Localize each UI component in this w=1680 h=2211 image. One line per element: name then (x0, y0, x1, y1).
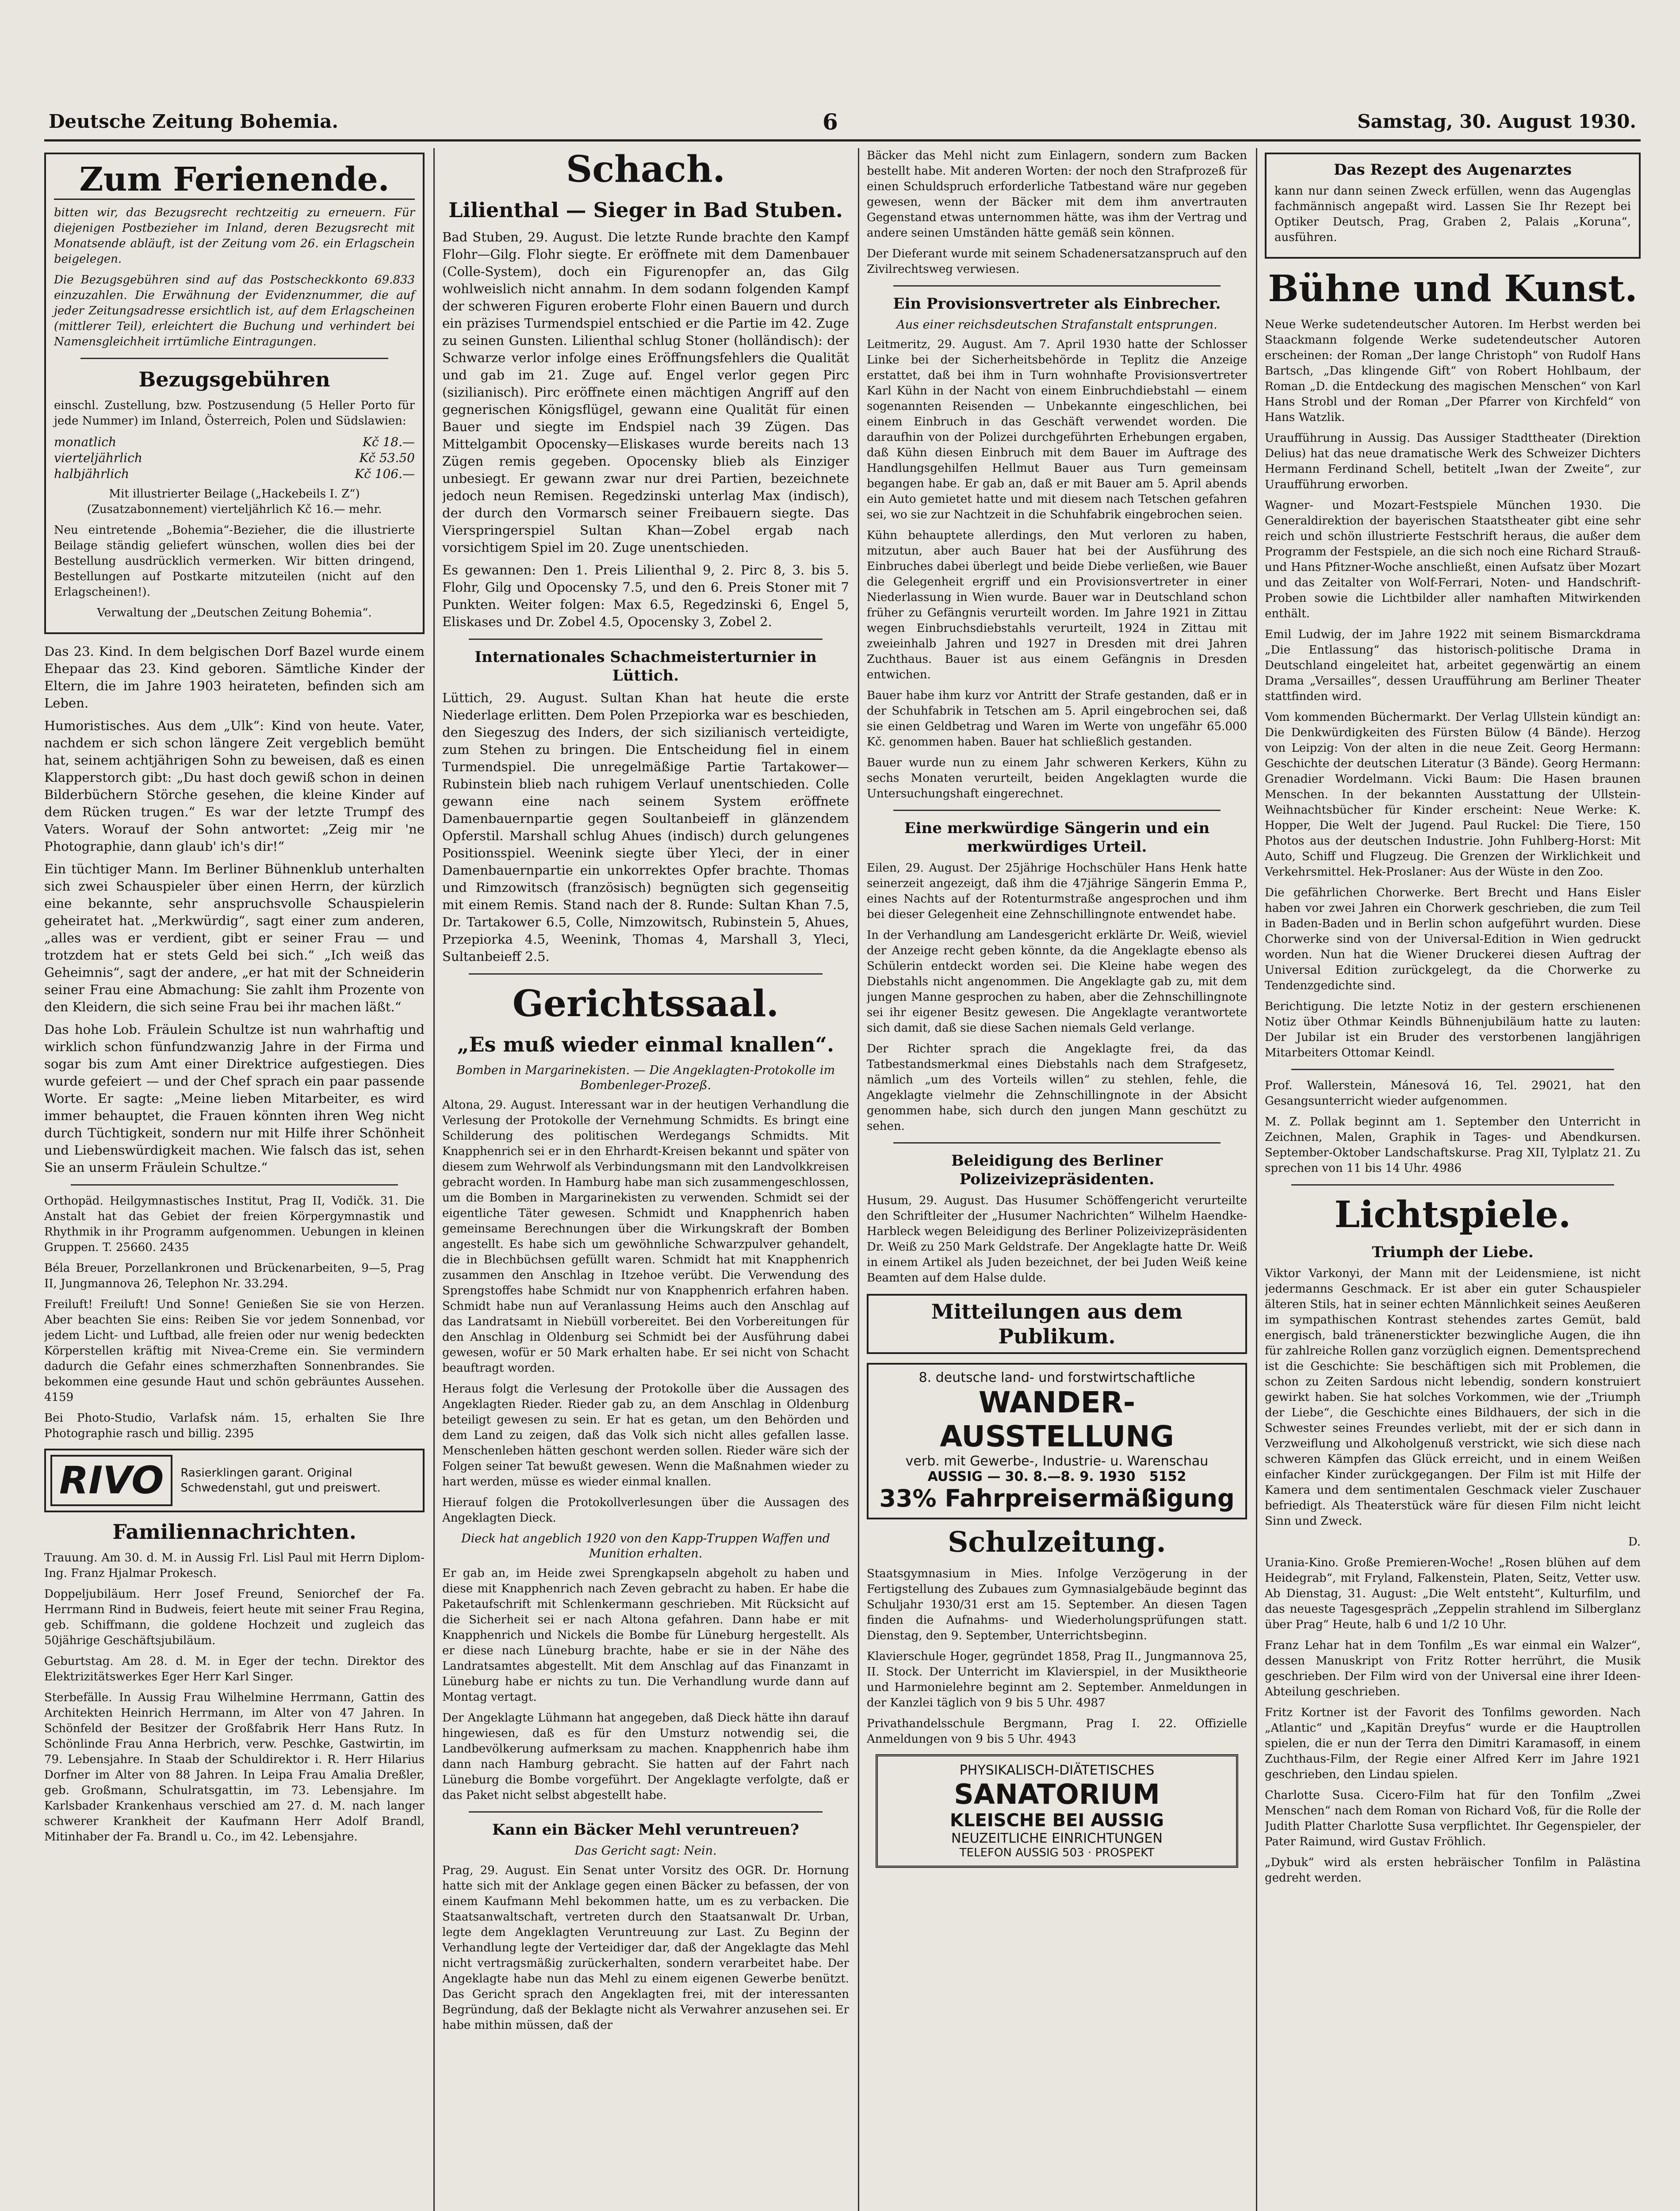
fees-note: einschl. Zustellung, bzw. Postzusendung (5 Heller Porto für jede Nummer) im Inland, Österreich, Polen und Südslawien: (54, 399, 415, 428)
column-3 (867, 148, 1247, 2211)
rivo-ad (44, 1449, 425, 1512)
news-item: Das 23. Kind. In dem belgischen Dorf Bazel wurde einem Ehepaar das 23. Kind geboren. Sämtliche Kinder der Eltern, die im Jahre 1903 heirateten, befinden sich am Leben. (44, 644, 425, 711)
sanatorium-title: SANATORIUM (954, 1778, 1160, 1810)
article-paragraph: Kühn behauptete allerdings, den Mut verloren zu haben, mitzutun, aber auch Bauer hat bei der Ausführung des Einbruches dabei überlegt und beide Diebe verließen, wie Bauer die Gelegenheit ergriff und ein Provisionsvertreter in einer Niederlassung in Wien wurde. Bauer war in Deutschland schon früher zu Gefängnis verurteilt worden. Im Jahre 1921 in Zittau wegen Einbruchsdiebstahls verurteilt, 1924 in Zittau mit zweieinhalb Jahren und 1927 in Dresden mit drei Jahren Zuchthaus. Bauer ist aus einem Gefängnis in Dresden entwichen. (867, 529, 1247, 681)
film-item: Urania-Kino. Große Premieren-Woche! „Rosen blühen auf dem Heidegrab“, mit Fryland, Falkenstein, Platen, Seitz, Vetter usw. Ab Dienstag, 31. August: „Die Welt entsteht“, Kulturfilm, und das neueste Tagesgespräch „Zeppelin strahlend im Silberglanz über Prag“ Heute, halb 6 und 1/2 10 Uhr. (1265, 1556, 1641, 1631)
culture-item: Neue Werke sudetendeutscher Autoren. Im Herbst werden bei Staackmann folgende Werke sudetendeutscher Autoren erscheinen: der Roman „Der lange Christoph“ von Rudolf Hans Bartsch, „Das klingende Gift“ von Robert Hohlbaum, der Roman „D. die Entdeckung des magischen Menschen“ von Karl Hans Strobl und der Roman „Der Pfarrer von Kirchfeld“ von Hans Watzlik. (1265, 318, 1641, 424)
column-1 (44, 148, 425, 2211)
article-headline: Lilienthal — Sieger in Bad Stuben. (448, 198, 843, 222)
article-paragraph: Bad Stuben, 29. August. Die letzte Runde brachte den Kampf Flohr—Gilg. Flohr siegte. Er eröffnete mit dem Damenbauer (Colle-System), doch ein Figurenopfer an, das Gilg wohlweislich nicht annahm. In dem sodann folgenden Kampf der schweren Figuren eroberte Flohr einen Bauern und durch ein präzises Turmendspiel entschied er die Partie im 42. Zuge zu seinen Gunsten. Lilienthal schlug Stoner (holländisch): der Schwarze verlor infolge eines Eröffnungsfehlers die Qualität und gab im 21. Zuge auf. Engel verlor gegen Pirc (sizilianisch). Pirc eröffnete einen mächtigen Angriff auf den gegnerischen Königsflügel, gewann eine Qualität für einen Bauer und siegte im Endspiel nach 39 Zügen. Das Mittelgambit Opocensky—Eliskases wurde bereits nach 13 Zügen remis gegeben. Opocensky blieb als Einziger unbesiegt. Er gewann zwar nur drei Partien, bezeichnete jedoch neun Remisen. Regedzinski unterlag Max (indisch), der durch den Vormarsch seiner Freibauern siegte. Das Vierspringerspiel Sultan Khan—Zobel ergab nach vorsichtigem Spiel im 20. Zuge unentschieden. (442, 230, 849, 555)
news-item: Humoristisches. Aus dem „Ulk“: Kind von heute. Vater, nachdem er sich schon längere Zeit vergeblich bemüht hat, seinem achtjährigen Sohn zu beweisen, daß es einen Klapperstorch gibt: „Du hast doch gewiß schon in deinen Bilderbüchern Störche gesehen, die kleine Kinder auf dem Rücken trugen.“ Es war der letzte Trumpf des Vaters. Worauf der Sohn antwortet: „Zeig mir 'ne Photographie, dann glaub' ich's dir!“ (44, 718, 425, 854)
classified-ad: M. Z. Pollak beginnt am 1. September den Unterricht in Zeichnen, Malen, Graphik in Tages- und Abendkursen. September-Oktober Landschaftskurse. Prag XII, Tylplatz 21. Zu sprechen von 11 bis 14 Uhr. 4986 (1265, 1115, 1641, 1175)
school-item: Klavierschule Hoger, gegründet 1858, Prag II., Jungmannova 25, II. Stock. Der Unterricht im Klavierspiel, in der Musiktheorie und Harmonielehre beginnt am 2. September. Anmeldungen in der Kanzlei täglich von 9 bis 5 Uhr. 4987 (867, 1650, 1247, 1710)
column-2 (442, 148, 849, 2211)
court-section-title: Gerichtssaal. (512, 983, 779, 1025)
article-paragraph: Es gewannen: Den 1. Preis Lilienthal 9, 2. Pirc 8, 3. bis 5. Flohr, Gilg und Opocensky 7.5, und den 6. Preis Stoner mit 7 Punkten. Weiter folgen: Max 6.5, Regedzinski 6, Engel 5, Eliskases und Dr. Zobel 4.5, Opocensky 3, Zobel 2. (442, 562, 849, 629)
film-item: „Dybuk“ wird als ersten hebräischer Tonfilm in Palästina gedreht werden. (1265, 1856, 1641, 1885)
optician-ad (1265, 153, 1641, 259)
rivo-text: Rasierklingen garant. Original Schwedenstahl, gut und preiswert. (180, 1466, 381, 1495)
column-rule (1256, 148, 1257, 2211)
article-subheadline: Das Gericht sagt: Nein. (574, 1844, 717, 1858)
article-headline: „Es muß wieder einmal knallen“. (457, 1033, 834, 1056)
school-section-title: Schulzeitung. (948, 1526, 1166, 1559)
public-notices-title: Mitteilungen aus dem Publikum. (931, 1300, 1183, 1348)
article-paragraph: Bäcker das Mehl nicht zum Einlagern, sondern zum Backen bestellt habe. Mit anderen Worten: der noch den Strafprozeß für einen Schuldspruch erforderliche Tatbestand wäre nur gegeben gewesen, wenn der Bäcker mit dem ihm anvertrauten Gegenstand etwas unternommen hätte, was ihm der Vertrag und andere seinen Umständen hätte gemäß sein können. (867, 149, 1247, 240)
article-paragraph: In der Verhandlung am Landesgericht erklärte Dr. Weiß, wieviel der Anzeige recht geben könnte, da die Angeklagte ebenso als Schülerin entdeckt worden sei. Die Kleine habe wegen des Diebstahls nicht angenommen. Die Angeklagte gab zu, mit dem jungen Manne gesprochen zu haben, aber die Zehnschillingnote sei ihr eigener Besitz gewesen. Die Angeklagte verantwortete sich damit, daß sie diese Sachen niemals Geld verlange. (867, 929, 1247, 1035)
page-number: 6 (823, 109, 838, 135)
fee-row: vierteljährlich Kč 53.50 (54, 451, 415, 465)
culture-item: Emil Ludwig, der im Jahre 1922 mit seinem Bismarckdrama „Die Entlassung“ das historisch-politische Drama in Deutschland eingeleitet hat, arbeitet gegenwärtig an einem Drama „Versailles“, dessen Uraufführung am Berliner Theater stattfinden wird. (1265, 628, 1641, 703)
culture-item: Berichtigung. Die letzte Notiz in der gestern erschienenen Notiz über Othmar Keindls Bühnenjubiläum hatte zu lauten: Der Jubilar ist ein Bruder des verstorbenen langjährigen Mitarbeiters Ottomar Keindl. (1265, 1000, 1641, 1060)
family-item: Trauung. Am 30. d. M. in Aussig Frl. Lisl Paul mit Herrn Diplom-Ing. Franz Hjalmar Prokesch. (44, 1551, 425, 1580)
article-paragraph: Leitmeritz, 29. August. Am 7. April 1930 hatte der Schlosser Linke bei der Sicherheitsbehörde in Teplitz die Anzeige erstattet, daß bei ihm in Turn wohnhafte Provisionsvertreter Karl Kühn in der Nacht von einem Einbruchdiebstahl — einem sogenannten Reisenden — Unbekannte eingeschlichen, bei einem Einbruch in das Geschäft verwendet worden. Die daraufhin von der Polizei durchgeführten Erhebungen ergaben, daß Kühn diesen Einbruch mit dem Bauer im Auftrage des Handlungsgehilfen Hellmut Bauer aus Turn gemeinsam begangen habe. Er gab an, daß er mit Bauer am 5. April abends ein Auto gemietet hatte und mit diesem nach Tetschen gefahren sei, wo sie zur Nachtzeit in die Schuhfabrik eingebrochen seien. (867, 338, 1247, 521)
fee-row: halbjährlich Kč 106.— (54, 467, 415, 481)
film-item: Charlotte Susa. Cicero-Film hat für den Tonfilm „Zwei Menschen“ nach dem Roman von Richard Voß, für die Rolle der Judith Platter Charlotte Susa verpflichtet. Ihr Gegenspieler, der Pater Raimund, wird Gustav Fröhlich. (1265, 1789, 1641, 1848)
review-signature: D. (1628, 1535, 1641, 1549)
optician-ad-title: Das Rezept des Augenarztes (1334, 161, 1572, 179)
stage-section-title: Bühne und Kunst. (1268, 268, 1638, 310)
article-paragraph: Bauer wurde nun zu einem Jahr schweren Kerkers, Kühn zu sechs Monaten verurteilt, beiden Angeklagten wurde die Untersuchungshaft eingerechnet. (867, 756, 1247, 800)
classified-ad: Freiluft! Freiluft! Und Sonne! Genießen Sie sie von Herzen. Aber beachten Sie eins: Reiben Sie vor jedem Sonnenbad, vor jedem Licht- und Luftbad, alle freien oder nur wenig bedeckten Körperstellen kräftig mit Nivea-Creme ein. Sie vermindern dadurch die Gefahr eines schmerzhaften Sonnenbrandes. Sie bekommen eine gesunde Haut und schön gebräuntes Aussehen. 4159 (44, 1298, 425, 1404)
article-paragraph: Lüttich, 29. August. Sultan Khan hat heute die erste Niederlage erlitten. Dem Polen Przepiorka war es beschieden, den Siegeszug des Inders, der sich sizilianisch verteidigte, zum Stehen zu bringen. Die Entscheidung fiel in einem Turmendspiel. Die unregelmäßige Partie Tartakower—Rubinstein blieb nach ruhigem Verlauf unentschieden. Colle gewann eine nach seinem System eröffnete Damenbauernpartie gegen Soultanbeieff in glänzendem Opferstil. Marshall schlug Ahues (indisch) durch gelungenes Positionsspiel. Weenink siegte über Yleci, der in einer Damenbauernpartie ein unkorrektes Opfer brachte. Thomas und Rimzowitsch (französisch) begnügten sich gegenseitig mit einem Remis. Stand nach der 8. Runde: Sultan Khan 7.5, Dr. Tartakower 6.5, Colle, Nimzowitsch, Rubinstein 5, Ahues, Przepiorka 4.5, Weenink, Thomas 4, Marshall 3, Yleci, Sultanbeieff 2.5. (442, 690, 849, 964)
article-paragraph: Der Richter sprach die Angeklagte frei, da das Tatbestandsmerkmal eines Diebstahls nach dem Strafgesetz, nämlich „um des Vorteils willen“ zu stehlen, fehle, die Angeklagte vielmehr die Zehnschillingnote in der Absicht genommen habe, sich durch den jungen Mann geschützt zu sehen. (867, 1042, 1247, 1133)
article-headline: Ein Provisionsvertreter als Einbrecher. (893, 295, 1221, 313)
family-item: Sterbefälle. In Aussig Frau Wilhelmine Herrmann, Gattin des Architekten Heinrich Herrmann, im Alter von 47 Jahren. In Schönfeld der Besitzer der Großfabrik Herr Hans Rutz. In Schönlinde Frau Anna Herbrich, verw. Peschke, Gastwirtin, im 79. Lebensjahre. In Staab der Schuldirektor i. R. Herr Hilarius Dorfner im Alter von 88 Jahren. In Leipa Frau Amalia Dreßler, geb. Großmann, Schulratsgattin, im 73. Lebensjahre. Im Karlsbader Krankenhaus verschied am 27. d. M. nach langer schwerer Krankheit der Kaufmann Herr Adolf Brandl, Mitinhaber der Fa. Brandl u. Co., im 42. Lebensjahre. (44, 1691, 425, 1844)
article-headline: Triumph der Liebe. (1372, 1243, 1534, 1261)
family-item: Geburtstag. Am 28. d. M. in Eger der techn. Direktor des Elektrizitätswerkes Eger Herr Karl Singer. (44, 1655, 425, 1683)
article-paragraph: Bauer habe ihm kurz vor Antritt der Strafe gestanden, daß er in der Schuhfabrik in Tetschen am 5. April eingebrochen sei, daß sie einen Geldbetrag und Waren im Werte von ungefähr 65.000 Kč. genommen haben. Bauer hat schließlich gestanden. (867, 689, 1247, 749)
culture-item: Die gefährlichen Chorwerke. Bert Brecht und Hans Eisler haben vor zwei Jahren ein Chorwerk geschrieben, die zum Teil in Baden-Baden und in Berlin schon aufgeführt wurden. Diese Chorwerke sind von der Universal-Edition in Wien gedruckt worden. Nun hat die Wiener Druckerei diesen Auftrag der Universal Edition zurückgelegt, da die Chorwerke zu Tendenzgedichte sind. (1265, 886, 1641, 992)
school-item: Staatsgymnasium in Mies. Infolge Verzögerung in der Fertigstellung des Zubaues zum Gymnasialgebäude beginnt das Schuljahr 1930/31 erst am 15. September. An diesen Tagen finden die Aufnahms- und Wiederholungsprüfungen statt. Dienstag, den 9. September, Unterrichtsbeginn. (867, 1567, 1247, 1642)
exhibition-ad: 8. deutsche land- und forstwirtschaftliche WANDER-AUSSTELLUNG verb. mit Gewerbe-, Industrie- u. Warenschau AUSSIG — 30. 8.—8. 9. 1930 5152 33% Fahrpreisermäßigung (867, 1363, 1247, 1519)
culture-item: Vom kommenden Büchermarkt. Der Verlag Ullstein kündigt an: Die Denkwürdigkeiten des Fürsten Bülow (4 Bände). Herzog von Leipzig: Von der alten in die neue Zeit. Georg Hermann: Geschichte der deutschen Literatur (3 Bände). Georg Hermann: Grenadier Wordelmann. Vicki Baum: Die Hasen braunen Menschen. In der bekannten Ausstattung der Ullstein-Weihnachtsbücher für Kinder erscheint: Neue Werke: K. Hopper, Die Welt der Jugend. Paul Ruckel: Die Tiere, 150 Photos aus der deutschen Industrie. John Fuhlberg-Horst: Mit Auto, Schiff und Flugzeug. Die Grenzen der Wirklichkeit und Verkehrsmittel. Hek-Proslaner: Aus der Wüste in den Zoo. (1265, 711, 1641, 879)
column-rule (858, 148, 859, 2211)
news-item: Ein tüchtiger Mann. Im Berliner Bühnenklub unterhalten sich zwei Schauspieler über einen Herrn, der kürzlich eine bekannte, sehr anspruchsvolle Schauspielerin geheiratet hat. „Merkwürdig“, sagt einer zum anderen, „alles was er verdient, gibt er seiner Frau — und trotzdem hat er stets Geld bei sich.“ „Ich weiß das Geheimnis“, sagt der andere, „er hat mit der Schneiderin seiner Frau eine Abmachung: Sie zahlt ihm Prozente von den Kleidern, die sich seine Frau bei ihr machen läßt.“ (44, 861, 425, 1014)
film-review: Viktor Varkonyi, der Mann mit der Leidensmiene, ist nicht jedermanns Geschmack. Er ist aber ein guter Schauspieler älteren Stils, hat in seiner echten Männlichkeit seines Aeußeren im sympathischen Kontrast stehendes zartes Gemüt, bald energisch, bald tränenerstickter bezwingliche Augen, die ihn für zahlreiche Rollen ganz vorzüglich eignen. Dementsprechend ist die Geschichte: Sie beschäftigen sich mit Problemen, die schon zu Zeiten Sardous nicht lebendig, sondern konstruiert gewirkt haben. Sie hat solches Vorkommen, wie der „Triumph der Liebe“, die Geschichte eines Bildhauers, der sich in die Schwester seines Freundes verliebt, mit der er sich dann in Verzweiflung und Alkoholgenuß verstrickt, wie sich diese nach schweren Kämpfen das Glück erreicht, und in einem Weißen einfacher Kinder zurückgegangen. Der Film ist mit Hilfe der Kamera und dem sentimentalen Geschmack vieler Zuschauer befriedigt. Als Theaterstück wäre für diesen Film nicht leicht Sinn und Zweck. (1265, 1267, 1641, 1528)
admin-signature: Verwaltung der „Deutschen Zeitung Bohemia“. (97, 606, 372, 620)
fees-title: Bezugsgebühren (138, 367, 330, 391)
news-item: Das hohe Lob. Fräulein Schultze ist nun wahrhaftig und wirklich schon fünfundzwanzig Jahre in der Firma und sogar bis zum Amt einer Direktrice aufgestiegen. Dies wurde gefeiert — und der Chef sprach ein paar passende Worte. Er sagte: „Meine lieben Mitarbeiter, es wird immer behauptet, die Frauen könnten ihren Weg nicht durch Tüchtigkeit, sondern nur mit Hilfe ihrer Schönheit und Liebenswürdigkeit machen. Wie falsch das ist, sehen Sie an unserm Fräulein Schultze.“ (44, 1022, 425, 1175)
classified-ad: Béla Breuer, Porzellankronen und Brückenarbeiten, 9—5, Prag II, Jungmannova 26, Telephon Nr. 33.294. (44, 1262, 425, 1290)
article-headline: Eine merkwürdige Sängerin und ein merkwürdiges Urteil. (904, 819, 1210, 856)
article-paragraph: Der Angeklagte Lühmann hat angegeben, daß Dieck hätte ihn darauf hingewiesen, daß es für den Umsturz notwendig sei, die Landbevölkerung aufmerksam zu machen. Knapphenrich habe ihm dann nach Hamburg gebracht. Sie hatten auf der Fahrt nach Lüneburg die Bombe vorgeführt. Der Angeklagte verfolgte, daß er das Paket nicht selbst abgestellt habe. (442, 1711, 849, 1802)
notice-text: bitten wir, das Bezugsrecht rechtzeitig zu erneuern. Für diejenigen Postbezieher im Inland, deren Bezugsrecht mit Monatsende abläuft, ist der Zeitung vom 26. ein Erlagschein beigelegen. (54, 206, 415, 266)
school-item: Privathandelsschule Bergmann, Prag I. 22. Offizielle Anmeldungen von 9 bis 5 Uhr. 4943 (867, 1717, 1247, 1746)
family-item: Doppeljubiläum. Herr Josef Freund, Seniorchef der Fa. Herrmann Rind in Budweis, feiert heute mit seiner Frau Regina, geb. Schiffmann, die goldene Hochzeit und zugleich das 50jährige Geschäftsjubiläum. (44, 1587, 425, 1647)
optician-ad-text: kann nur dann seinen Zweck erfüllen, wenn das Augenglas fachmännisch angepaßt wird. Lassen Sie Ihr Rezept bei Optiker Deutsch, Prag, Graben 2, Palais „Koruna“, ausführen. (1274, 184, 1631, 244)
notice-text: Die Bezugsgebühren sind auf das Postscheckkonto 69.833 einzuzahlen. Die Erwähnung der Evidenznummer, die auf jeder Zeitungsadresse ersichtlich ist, auf dem Erlagscheinen (mittlerer Teil), erleichtert die Buchung und verhindert bei Namensgleichheit irrtümliche Eintragungen. (54, 273, 415, 348)
article-paragraph: Husum, 29. August. Das Husumer Schöffengericht verurteilte den Schriftleiter der „Husumer Nachrichten“ Wilhelm Haendke-Harbleck wegen Beleidigung des Berliner Polizeivizepräsidenten Dr. Weiß zu 250 Mark Geldstrafe. Der Angeklagte hatte Dr. Weiß in einem Artikel als Juden bezeichnet, der bei Juden Weiß keine Beamten auf dem Halse dulde. (867, 1194, 1247, 1285)
supplement-note: Mit illustrierter Beilage („Hackebeils I. Z“) (Zusatzabonnement) vierteljährlich Kč 16.— mehr. (87, 487, 382, 516)
new-subscribers-note: Neu eintretende „Bohemia“-Bezieher, die die illustrierte Beilage ständig geliefert wünschen, wollen dies bei der Bestellung ausdrücklich vermerken. Wir bitten dringend, Bestellungen auf Postkarte mitzuteilen (nicht auf den Erlagscheinen!). (54, 524, 415, 599)
article-paragraph: Der Dieferant wurde mit seinem Schadenersatzanspruch auf den Zivilrechtsweg verwiesen. (867, 247, 1247, 276)
article-paragraph: Heraus folgt die Verlesung der Protokolle über die Aussagen des Angeklagten Rieder. Rieder gab zu, an dem Anschlag in Oldenburg beteiligt gewesen zu sein. Er hat es getan, um den Behörden und dem Land zu zeigen, daß das Volk sich nicht alles gefallen lasse. Menschenleben hätten geschont werden sollen. Rieder wäre sich der Folgen seiner Tat bewußt gewesen. Wenn die Maßnahmen wieder zu hart werden, müsse es wieder einmal knallen. (442, 1382, 849, 1488)
family-news-title: Familiennachrichten. (112, 1520, 356, 1544)
article-headline: Beleidigung des Berliner Polizeivizepräsidenten. (951, 1152, 1163, 1188)
film-item: Franz Lehar hat in dem Tonfilm „Es war einmal ein Walzer“, dessen Manuskript von Fritz Rotter herrührt, die Musik geschrieben. Der Film wird von der Universal eine ihrer Ideen-Abteilung geschrieben. (1265, 1639, 1641, 1698)
issue-date: Samstag, 30. August 1930. (1357, 111, 1636, 132)
classified-ad: Prof. Wallerstein, Mánesová 16, Tel. 29021, hat den Gesangsunterricht wieder aufgenommen. (1265, 1079, 1641, 1108)
exhibition-title: WANDER-AUSSTELLUNG (940, 1385, 1174, 1454)
header-rule (44, 139, 1641, 142)
fee-row: monatlich Kč 18.— (54, 435, 415, 449)
film-section-title: Lichtspiele. (1334, 1193, 1571, 1236)
article-headline: Kann ein Bäcker Mehl veruntreuen? (492, 1821, 800, 1839)
page-header (44, 106, 1641, 137)
article-paragraph: Er gab an, im Heide zwei Sprengkapseln abgeholt zu haben und diese mit Knapphenrich nach Zeven gebracht zu haben. Er habe die Paketaufschrift mit Schlenkermann geschrieben. Mit Rücksicht auf die Sicherheit sei er nach Altona gefahren. Dann habe er mit Knapphenrich und Nickels die Bombe für Lüneburg hergestellt. Als er diese nach Lüneburg brachte, habe er sie in der Nähe des Landratsamtes abgestellt. Mit dem Anschlag auf das Finanzamt in Lüneburg habe er nichts zu tun. Die Verhandlung wurde dann auf Montag vertagt. (442, 1567, 849, 1704)
culture-item: Wagner- und Mozart-Festspiele München 1930. Die Generaldirektion der bayerischen Staatstheater gibt eine sehr reich und schön illustrierte Festschrift heraus, die außer dem Programm der Festspiele, an die sich noch eine Richard Strauß- und Hans Pfitzner-Woche anschließt, einen Aufsatz über Mozart und das Zeitalter von Wolf-Ferrari, Noten- und Handschrift-Proben sowie die Lichtbilder aller namhaften Mitwirkenden enthält. (1265, 499, 1641, 620)
article-subheadline: Bomben in Margarinekisten. — Die Angeklagten-Protokolle im Bombenleger-Prozeß. (456, 1063, 835, 1092)
culture-item: Uraufführung in Aussig. Das Aussiger Stadttheater (Direktion Delius) hat das neue dramatische Werk des Schweizer Dichters Hermann Ferdinand Schell, betitelt „Iwan der Zweite“, zur Uraufführung erworben. (1265, 432, 1641, 491)
masthead-name: Deutsche Zeitung Bohemia. (49, 111, 338, 132)
column-rule (433, 148, 435, 2211)
notice-title: Zum Ferienende. (54, 161, 415, 200)
sanatorium-ad: PHYSIKALISCH-DIÄTETISCHES SANATORIUM KLEISCHE BEI AUSSIG NEUZEITLICHE EINRICHTUNGEN TELEFON AUSSIG 503 · PROSPEKT (876, 1754, 1238, 1868)
article-subheadline: Dieck hat angeblich 1920 von den Kapp-Truppen Waffen und Munition erhalten. (461, 1532, 830, 1561)
article-paragraph: Hierauf folgen die Protokollverlesungen über die Aussagen des Angeklagten Dieck. (442, 1496, 849, 1525)
film-item: Fritz Kortner ist der Favorit des Tonfilms geworden. Nach „Atlantic“ und „Kapitän Dreyfus“ wurde er die Hauptrollen spielen, die er nun der Terra den Dimitri Karamasoff, in einem Zuchthaus-Film, der Regie einer Alfred Kerr im Jahre 1921 geschrieben, den Lindau spielen. (1265, 1706, 1641, 1781)
public-notices-box (867, 1294, 1247, 1354)
article-paragraph: Altona, 29. August. Interessant war in der heutigen Verhandlung die Verlesung der Protokolle der Vernehmung Schmidts. Es bringt eine Schilderung des politischen Werdegangs Schmidts. Mit Knapphenrich sei er in den Ehrhardt-Kreisen bekannt und später von diesem zum Wehrwolf als Verbindungsmann mit den Landvolkkreisen gebracht worden. In Hamburg habe man sich zusammengeschlossen, um die Bomben in Margarinekisten zu verwenden. Schmidt sei der eigentliche Täter gewesen. Schmidt und Knapphenrich haben gemeinsame Berechnungen über die Wirkungskraft der Bomben angestellt. Es habe sich um gewöhnliche Schwarzpulver gehandelt, die in Blechbüchsen gefüllt waren. Schmidt hat mit Knapphenrich zusammen den Anschlag in Itzehoe verübt. Die Verwendung des Sprengstoffes habe Schmidt nur von Knapphenrich erfahren haben. Schmidt habe nun auf Veranlassung Heims auch den Anschlag auf das Landratsamt in Niebüll vorbereitet. Bei den Vorbereitungen für den Anschlag in Oldenburg sei Schmidt bei der Ausführung dabei gewesen, wofür er 50 Mark erhalten habe. Er sei nicht von Schacht beauftragt worden. (442, 1098, 849, 1375)
column-4 (1265, 148, 1641, 2211)
chess-section-title: Schach. (566, 148, 725, 191)
subscription-notice-box (44, 153, 425, 634)
article-subheadline: Aus einer reichsdeutschen Strafanstalt entsprungen. (896, 318, 1217, 332)
article-paragraph: Eilen, 29. August. Der 25jährige Hochschüler Hans Henk hatte seinerzeit angezeigt, daß ihm die 47jährige Sängerin Emma P., eines Nachts auf der Rotenturmstraße angesprochen und ihm bei dieser Gelegenheit eine Zehnschillingnote entwendet habe. (867, 861, 1247, 921)
classified-ad: Orthopäd. Heilgymnastisches Institut, Prag II, Vodičk. 31. Die Anstalt hat das Gebiet der freien Körpergymnastik und Rhythmik in ihr Programm aufgenommen. Uebungen in kleinen Gruppen. T. 25660. 2435 (44, 1194, 425, 1254)
classified-ad: Bei Photo-Studio, Varlafsk nám. 15, erhalten Sie Ihre Photographie rasch und billig. 2395 (44, 1412, 425, 1440)
article-headline: Internationales Schachmeisterturnier in Lüttich. (475, 648, 817, 685)
newspaper-page (44, 106, 1641, 2211)
rivo-logo: RIVO (50, 1455, 172, 1506)
fare-discount: 33% Fahrpreisermäßigung (879, 1484, 1235, 1512)
article-paragraph: Prag, 29. August. Ein Senat unter Vorsitz des OGR. Dr. Hornung hatte sich mit der Anklage gegen einen Bäcker zu befassen, der von einem Kaufmann Mehl bekommen hatte, um es zu verbacken. Die Staatsanwaltschaft, vertreten durch den Staatsanwalt Dr. Urban, legte dem Angeklagten Veruntreuung zur Last. Zu Beginn der Verhandlung legte der Verteidiger dar, daß der Angeklagte das Mehl nicht vertragsmäßig zurückerhalten, sondern verarbeitet habe. Der Angeklagte habe nun das Mehl zu einem eigenen Gewerbe benützt. Das Gericht sprach den Angeklagten frei, mit der interessanten Begründung, daß der Beklagte nicht als Verwahrer anzusehen sei. Er habe mithin müssen, daß der (442, 1864, 849, 2032)
